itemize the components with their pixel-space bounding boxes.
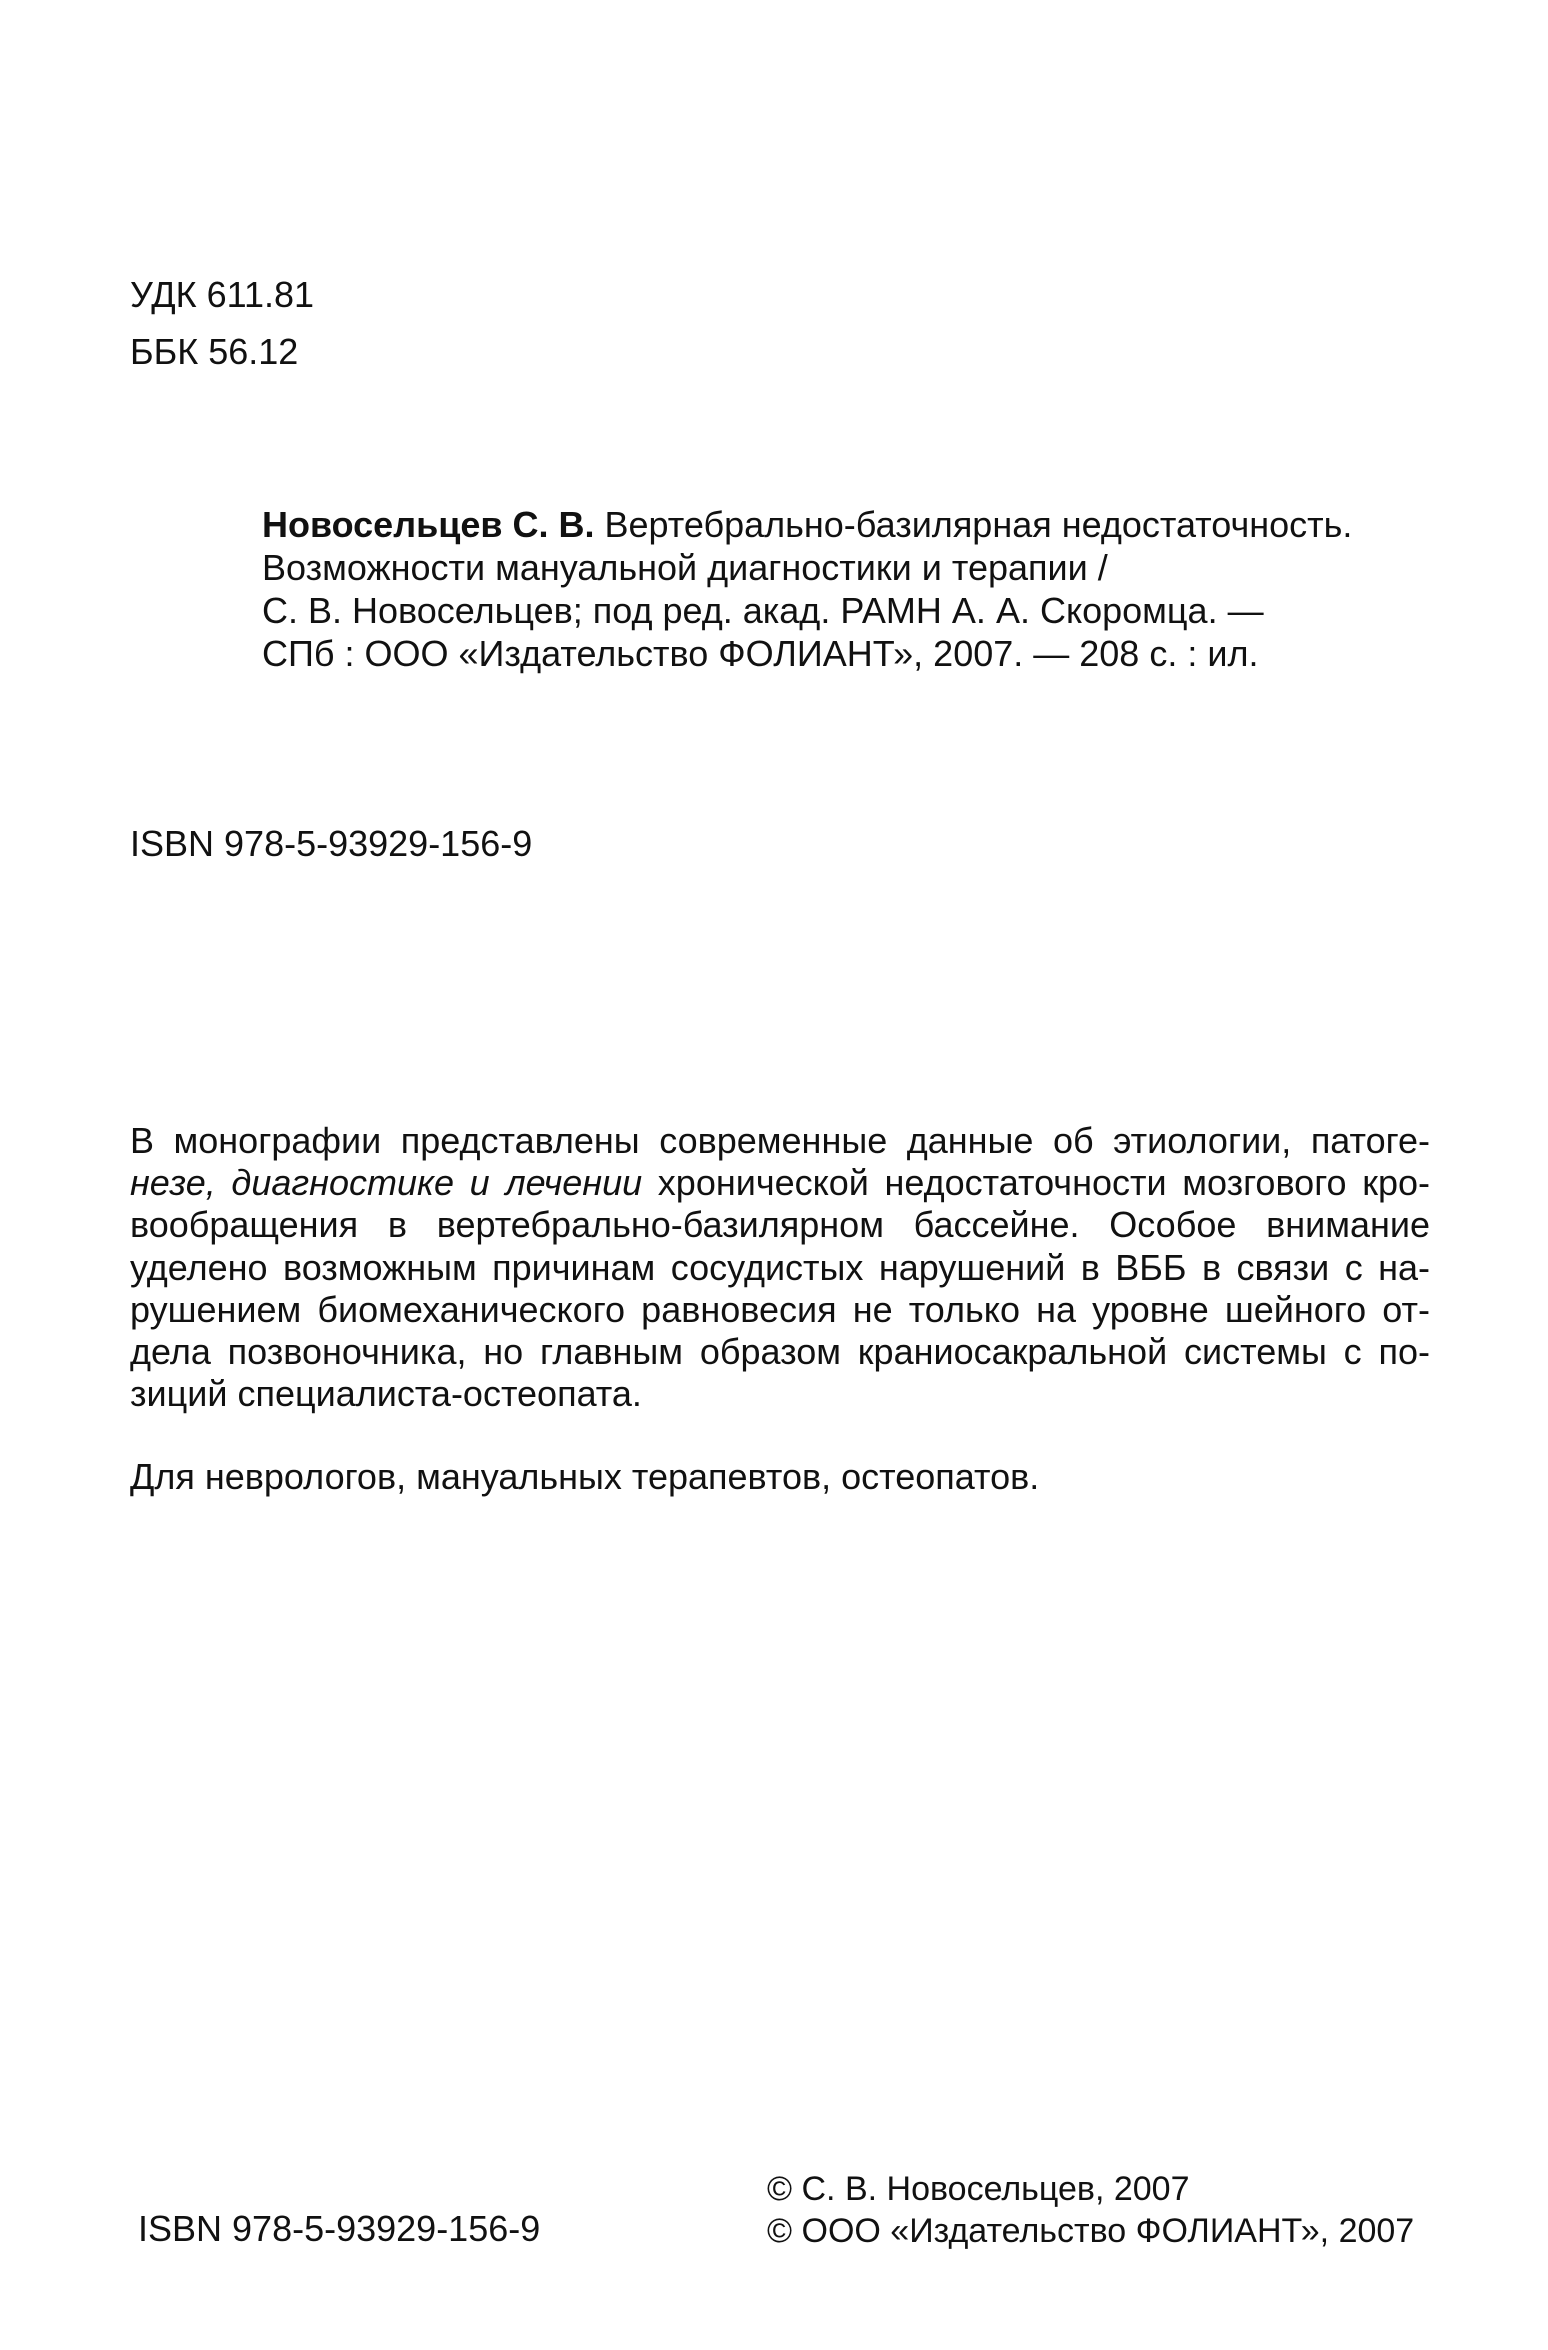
- book-title-start: Вертебрально-базилярная недостаточность.: [594, 504, 1353, 545]
- copyright-author: © С. В. Новосельцев, 2007: [767, 2170, 1190, 2208]
- udk-code: УДК 611.81: [130, 274, 315, 315]
- bib-line-2: Возможности мануальной диагностики и терапии /: [262, 547, 1108, 588]
- isbn-number: ISBN 978-5-93929-156-9: [130, 823, 533, 864]
- audience-note: Для неврологов, мануальных терапевтов, остеопатов.: [130, 1456, 1040, 1497]
- footer-isbn: ISBN 978-5-93929-156-9: [138, 2208, 541, 2249]
- copyright-publisher: © ООО «Издательство ФОЛИАНТ», 2007: [767, 2212, 1415, 2250]
- abstract-line: рушением биомеханического равновесия не только на уровне шейного от-: [130, 1288, 1430, 1330]
- classification-codes: [130, 266, 314, 380]
- abstract-line: В монографии представлены современные данные об этиологии, патоге-: [130, 1120, 1430, 1161]
- bib-line-4: СПб : ООО «Издательство ФОЛИАНТ», 2007. — 208 с. : ил.: [262, 633, 1259, 674]
- abstract-line: вообращения в вертебрально-базилярном бассейне. Особое внимание: [130, 1204, 1430, 1246]
- abstract-paragraph: [130, 1120, 1430, 1415]
- abstract-line: [130, 1162, 1430, 1204]
- abstract-italic-text: незе, диагностике и лечении: [130, 1162, 643, 1204]
- bibliographic-record: [262, 503, 1442, 675]
- bib-line-1: [262, 503, 1442, 546]
- copyright-block: [767, 2168, 1414, 2252]
- abstract-line: зиций специалиста-остеопата.: [130, 1373, 642, 1415]
- abstract-line: дела позвоночника, но главным образом краниосакральной системы с по-: [130, 1331, 1430, 1373]
- author-name: Новосельцев С. В.: [262, 504, 595, 545]
- bib-line-3: С. В. Новосельцев; под ред. акад. РАМН А. А. Скоромца. —: [262, 590, 1264, 631]
- abstract-text: хронической недостаточности мозгового кро-: [642, 1162, 1430, 1204]
- abstract-line: уделено возможным причинам сосудистых нарушений в ВББ в связи с на-: [130, 1246, 1430, 1288]
- bbk-code: ББК 56.12: [130, 331, 299, 372]
